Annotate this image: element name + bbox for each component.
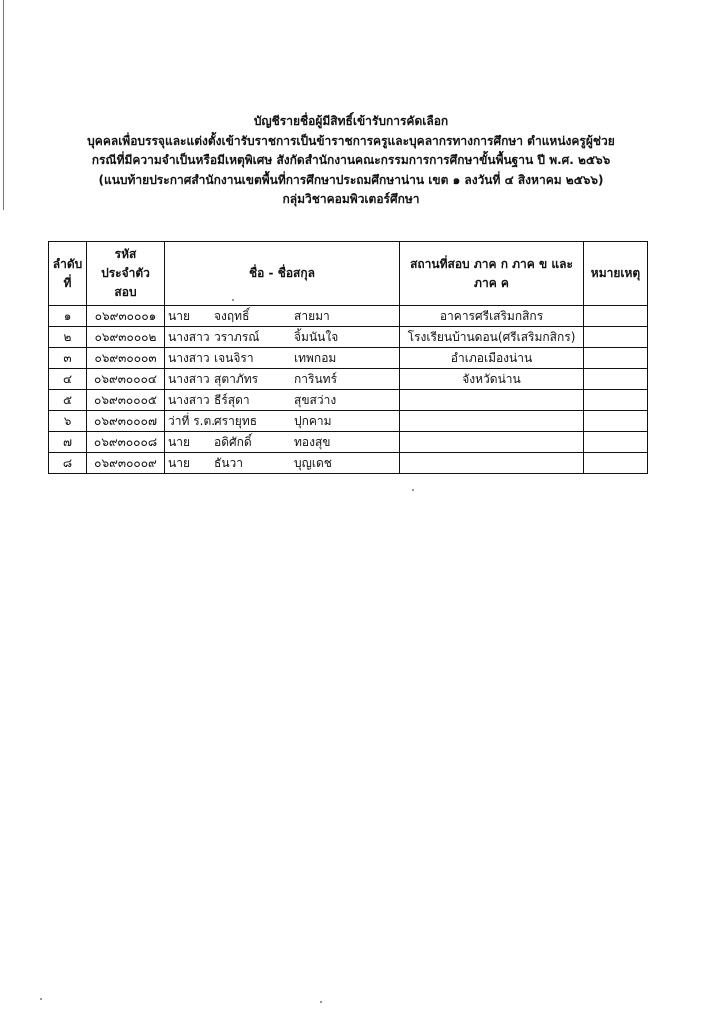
name-prefix: นาย bbox=[168, 309, 190, 323]
cell-venue bbox=[400, 453, 584, 474]
cell-no: ๔ bbox=[49, 369, 87, 390]
cell-name bbox=[165, 348, 400, 369]
doc-title: บัญชีรายชื่อผู้มีสิทธิ์เข้ารับการคัดเลือก bbox=[253, 114, 449, 128]
cell-remark bbox=[584, 432, 648, 453]
cell-remark bbox=[584, 306, 648, 327]
table-row bbox=[49, 432, 648, 453]
cell-name bbox=[165, 390, 400, 411]
cell-venue bbox=[400, 390, 584, 411]
last-name: บุญเดช bbox=[294, 456, 332, 470]
col-header-remark: หมายเหตุ bbox=[584, 242, 648, 306]
cell-code: ๐๖๙๓๐๐๐๗ bbox=[87, 411, 165, 432]
name-prefix: นางสาว bbox=[168, 372, 210, 386]
table-row bbox=[49, 348, 648, 369]
table-row bbox=[49, 411, 648, 432]
cell-remark bbox=[584, 327, 648, 348]
last-name: ปุกคาม bbox=[294, 414, 332, 428]
scan-speck bbox=[40, 998, 42, 1000]
scan-speck bbox=[320, 1001, 322, 1003]
cell-venue bbox=[400, 411, 584, 432]
cell-code: ๐๖๙๓๐๐๐๔ bbox=[87, 369, 165, 390]
col-header-code: รหัส ประจำตัว สอบ bbox=[87, 242, 165, 306]
document-header bbox=[0, 112, 702, 210]
name-prefix: นาย bbox=[168, 435, 190, 449]
name-prefix: นางสาว bbox=[168, 351, 210, 365]
last-name: สายมา bbox=[294, 309, 330, 323]
cell-no: ๘ bbox=[49, 453, 87, 474]
table-row bbox=[49, 453, 648, 474]
col-header-no: ลำดับ ที่ bbox=[49, 242, 87, 306]
subject-group: กลุ่มวิชาคอมพิวเตอร์ศึกษา bbox=[282, 192, 420, 206]
cell-venue: โรงเรียนบ้านดอน(ศรีเสริมกสิกร) bbox=[400, 327, 584, 348]
doc-subtitle-1: บุคคลเพื่อบรรจุและแต่งตั้งเข้ารับราชการเป็นข้าราชการครูและบุคลากรทางการศึกษา ตำแหน่งครูผู้ช่วย bbox=[87, 133, 615, 148]
cell-remark bbox=[584, 390, 648, 411]
table-row bbox=[49, 390, 648, 411]
cell-name bbox=[165, 306, 400, 327]
cell-code: ๐๖๙๓๐๐๐๒ bbox=[87, 327, 165, 348]
cell-no: ๖ bbox=[49, 411, 87, 432]
cell-no: ๒ bbox=[49, 327, 87, 348]
doc-subtitle-3: (แนบท้ายประกาศสำนักงานเขตพื้นที่การศึกษาประถมศึกษาน่าน เขต ๑ ลงวันที่ ๔ สิงหาคม ๒๕๖๖) bbox=[98, 172, 604, 187]
last-name: ทองสุข bbox=[294, 435, 331, 449]
first-name: ธันวา bbox=[214, 456, 244, 470]
cell-code: ๐๖๙๓๐๐๐๘ bbox=[87, 432, 165, 453]
cell-code: ๐๖๙๓๐๐๐๙ bbox=[87, 453, 165, 474]
col-header-venue: สถานที่สอบ ภาค ก ภาค ข และภาค ค bbox=[400, 242, 584, 306]
cell-remark bbox=[584, 369, 648, 390]
cell-remark bbox=[584, 348, 648, 369]
first-name: สุตาภัทร bbox=[214, 372, 259, 386]
cell-no: ๓ bbox=[49, 348, 87, 369]
table-row bbox=[49, 327, 648, 348]
cell-name bbox=[165, 369, 400, 390]
name-prefix: นางสาว bbox=[168, 393, 210, 407]
last-name: การินทร์ bbox=[294, 372, 338, 386]
first-name: เจนจิรา bbox=[214, 351, 254, 365]
scan-speck bbox=[232, 299, 234, 301]
first-name: ศรายุทธ bbox=[214, 414, 258, 428]
cell-venue: อาคารศรีเสริมกสิกร bbox=[400, 306, 584, 327]
cell-venue: อำเภอเมืองน่าน bbox=[400, 348, 584, 369]
name-prefix: นางสาว bbox=[168, 330, 210, 344]
table-row bbox=[49, 369, 648, 390]
cell-code: ๐๖๙๓๐๐๐๑ bbox=[87, 306, 165, 327]
doc-subtitle-2: กรณีที่มีความจำเป็นหรือมีเหตุพิเศษ สังกัดสำนักงานคณะกรรมการการศึกษาขั้นพื้นฐาน ปี พ.ศ. ๒๕๖๖ bbox=[91, 153, 611, 167]
cell-code: ๐๖๙๓๐๐๐๕ bbox=[87, 390, 165, 411]
first-name: วราภรณ์ bbox=[214, 330, 260, 344]
table-header-row bbox=[49, 242, 648, 306]
last-name: เทพกอม bbox=[294, 351, 337, 365]
candidate-table bbox=[48, 241, 648, 474]
first-name: อดิศักดิ์ bbox=[214, 435, 252, 449]
scan-speck bbox=[412, 489, 414, 491]
cell-name bbox=[165, 432, 400, 453]
cell-no: ๑ bbox=[49, 306, 87, 327]
last-name: จิ้มนันใจ bbox=[294, 330, 339, 344]
cell-remark bbox=[584, 411, 648, 432]
first-name: จงฤทธิ์ bbox=[214, 309, 250, 323]
col-header-name: ชื่อ - ชื่อสกุล bbox=[165, 242, 400, 306]
cell-venue: จังหวัดน่าน bbox=[400, 369, 584, 390]
cell-no: ๗ bbox=[49, 432, 87, 453]
table-row bbox=[49, 306, 648, 327]
cell-code: ๐๖๙๓๐๐๐๓ bbox=[87, 348, 165, 369]
cell-venue bbox=[400, 432, 584, 453]
cell-no: ๕ bbox=[49, 390, 87, 411]
last-name: สุขสว่าง bbox=[294, 393, 337, 407]
first-name: ธีร์สุดา bbox=[214, 393, 250, 407]
cell-name bbox=[165, 327, 400, 348]
cell-remark bbox=[584, 453, 648, 474]
cell-name bbox=[165, 453, 400, 474]
name-prefix: ว่าที่ ร.ต. bbox=[168, 414, 216, 428]
cell-name bbox=[165, 411, 400, 432]
name-prefix: นาย bbox=[168, 456, 190, 470]
